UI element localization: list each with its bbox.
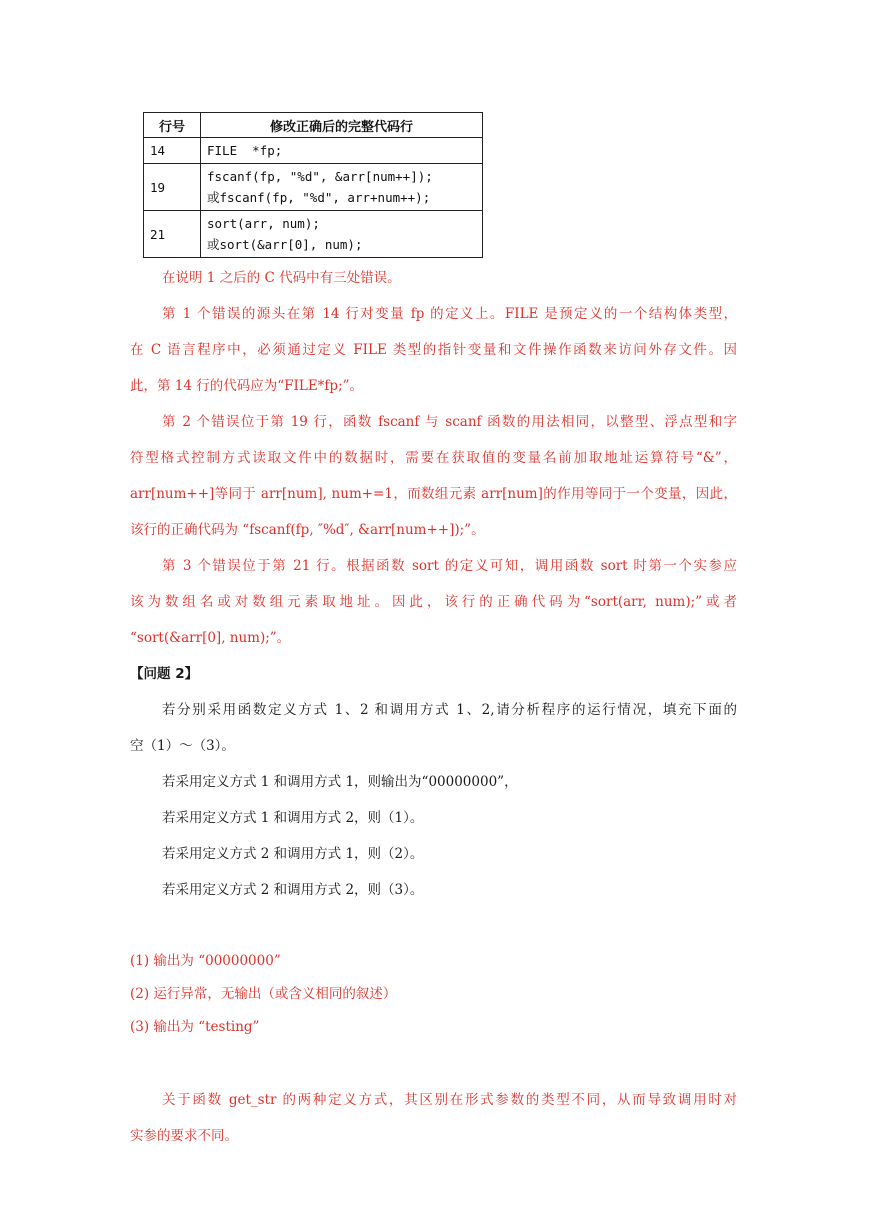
code-cell: sort(arr, num); 或sort(&arr[0], num); bbox=[201, 211, 483, 258]
answer-3: (3) 输出为 “testing” bbox=[130, 1019, 260, 1035]
explanation-line: 第 3 个错误位于第 21 行。根据函数 sort 的定义可知，调用函数 sort 时第一个实参应 bbox=[162, 558, 737, 574]
closing-text: 实参的要求不同。 bbox=[130, 1128, 238, 1144]
header-corrected-code: 修改正确后的完整代码行 bbox=[201, 113, 483, 138]
explanation-intro: 在说明 1 之后的 C 代码中有三处错误。 bbox=[162, 270, 401, 286]
answer-2: (2) 运行异常，无输出（或含义相同的叙述） bbox=[130, 986, 397, 1002]
closing-text: 关于函数 get_str 的两种定义方式，其区别在形式参数的类型不同，从而导致调用时对 bbox=[162, 1092, 737, 1108]
explanation-line: 此，第 14 行的代码应为“FILE*fp;”。 bbox=[130, 378, 364, 394]
question-text: 空（1）～（3）。 bbox=[130, 738, 235, 754]
explanation-line: 该为数组名或对数组元素取地址。因此，该行的正确代码为“sort(arr, num);”或者 bbox=[130, 594, 737, 610]
table-row bbox=[144, 164, 483, 211]
explanation-line: arr[num++]等同于 arr[num], num+=1，而数组元素 arr[num]的作用等同于一个变量，因此， bbox=[130, 486, 737, 502]
explanation-line: 第 1 个错误的源头在第 14 行对变量 fp 的定义上。FILE 是预定义的一个结构体类型， bbox=[162, 306, 737, 322]
question-text: 若采用定义方式 1 和调用方式 2，则（1）。 bbox=[162, 810, 424, 826]
table-row bbox=[144, 211, 483, 258]
code-cell: FILE *fp; bbox=[201, 138, 483, 164]
explanation-line: “sort(&arr[0], num);”。 bbox=[130, 630, 291, 646]
explanation-line: 在 C 语言程序中，必须通过定义 FILE 类型的指针变量和文件操作函数来访问外存文件。因 bbox=[130, 342, 737, 358]
question-text: 若采用定义方式 2 和调用方式 1，则（2）。 bbox=[162, 846, 424, 862]
question-text: 若采用定义方式 1 和调用方式 1，则输出为“00000000”， bbox=[162, 774, 518, 790]
table-header-row bbox=[144, 113, 483, 138]
explanation-line: 符型格式控制方式读取文件中的数据时，需要在获取值的变量名前加取地址运算符号“&”， bbox=[130, 450, 737, 466]
code-cell: fscanf(fp, "%d", &arr[num++]); 或fscanf(fp, "%d", arr+num++); bbox=[201, 164, 483, 211]
corrected-code-table bbox=[143, 112, 483, 258]
question-text: 若分别采用函数定义方式 1、2 和调用方式 1、2,请分析程序的运行情况，填充下面的 bbox=[162, 702, 737, 718]
question-text: 若采用定义方式 2 和调用方式 2，则（3）。 bbox=[162, 882, 424, 898]
line-number-cell: 14 bbox=[144, 138, 201, 164]
line-number-cell: 19 bbox=[144, 164, 201, 211]
answer-1: (1) 输出为 “00000000” bbox=[130, 953, 281, 969]
question-2-heading: 【问题 2】 bbox=[130, 666, 199, 682]
table-row bbox=[144, 138, 483, 164]
line-number-cell: 21 bbox=[144, 211, 201, 258]
explanation-line: 第 2 个错误位于第 19 行，函数 fscanf 与 scanf 函数的用法相同，以整型、浮点型和字 bbox=[162, 414, 737, 430]
header-line-number: 行号 bbox=[144, 113, 201, 138]
explanation-line: 该行的正确代码为 “fscanf(fp, ″%d″, &arr[num++]);”。 bbox=[130, 522, 485, 538]
